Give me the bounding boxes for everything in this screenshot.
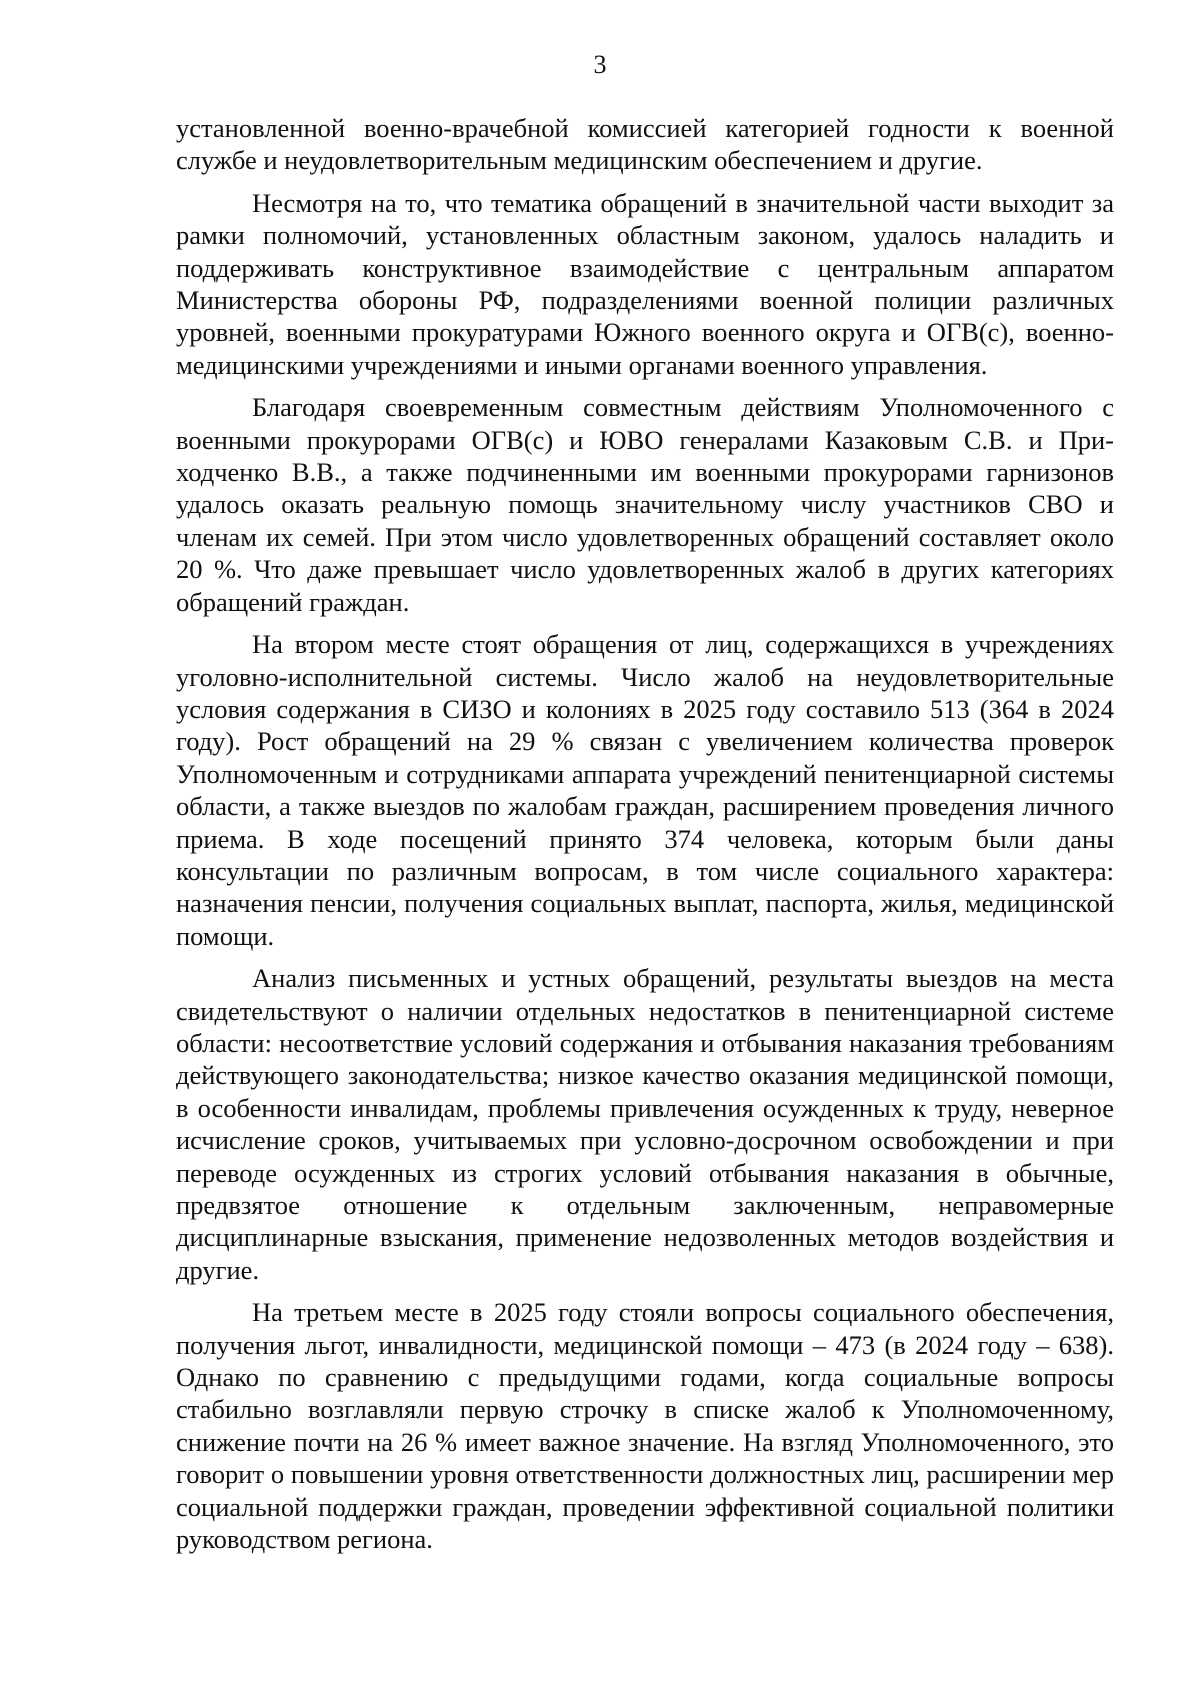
page-number: 3 (593, 50, 607, 79)
document-body (176, 112, 1114, 1565)
paragraph-penitentiary-complaints: На втором месте стоят обращения от лиц, содержащихся в учреждениях уголовно-исполнительной системы. Число жалоб на неудовлетворительные условия содержания в СИЗО и колониях в 2025 году составило 513 (364 в 2024 году). Рост обращений на 29 % связан с увеличением количества проверок Уполномоченным и сотрудниками аппарата учреждений пенитенциарной системы области, а также выездов по жалобам граждан, расширением проведения личного приема. В ходе посещений принято 374 человека, которым были даны консультации по различным вопросам, в том числе социального характера: назначения пенсии, получения социальных выплат, паспорта, жилья, медицинской помощи. (176, 629, 1114, 951)
paragraph-continuation: установленной военно-врачебной комиссией категорией годности к военной службе и неудовлетворительным медицинским обеспечением и другие. (176, 113, 1114, 176)
paragraph-interaction: Несмотря на то, что тематика обращений в значительной части выходит за рамки полномочий, установленных областным законом, удалось наладить и поддерживать конструктивное взаимодействие с центральным аппаратом Министерства обороны РФ, подразделениями военной полиции различных уровней, военными прокуратурами Южного военного округа и ОГВ(с), военно-медицинскими учреждениями и иными органами военного управления. (176, 187, 1114, 380)
paragraph-prosecutors: Благодаря своевременным совместным действиям Уполномоченного с военными прокурорами ОГВ(с) и ЮВО генералами Казаковым С.В. и Приходченко В.В., а также подчиненными им военными прокурорами гарнизонов удалось оказать реальную помощь значительному числу участников СВО и членам их семей. При этом число удовлетворенных обращений составляет около 20 %. Что даже превышает число удовлетворенных жалоб в других категориях обращений граждан. (176, 392, 1114, 617)
paragraph-social-security: На третьем месте в 2025 году стояли вопросы социального обеспечения, получения льгот, инвалидности, медицинской помощи – 473 (в 2024 году – 638). Однако по сравнению с предыдущими годами, когда социальные вопросы стабильно возглавляли первую строчку в списке жалоб к Уполномоченному, снижение почти на 26 % имеет важное значение. На взгляд Уполномоченного, это говорит о повышении уровня ответственности должностных лиц, расширении мер социальной поддержки граждан, проведении эффективной социальной политики руководством региона. (176, 1297, 1114, 1555)
paragraph-penitentiary-analysis: Анализ письменных и устных обращений, результаты выездов на места свидетельствуют о наличии отдельных недостатков в пенитенциарной системе области: несоответствие условий содержания и отбывания наказания требованиям действующего законодательства; низкое качество оказания медицинской помощи, в особенности инвалидам, проблемы привлечения осужденных к труду, неверное исчисление сроков, учитываемых при условно-досрочном освобождении и при переводе осужденных из строгих условий отбывания наказания в обычные, предвзятое отношение к отдельным заключенным, неправомерные дисциплинарные взыскания, применение недозволенных методов воздействия и другие. (176, 963, 1114, 1285)
